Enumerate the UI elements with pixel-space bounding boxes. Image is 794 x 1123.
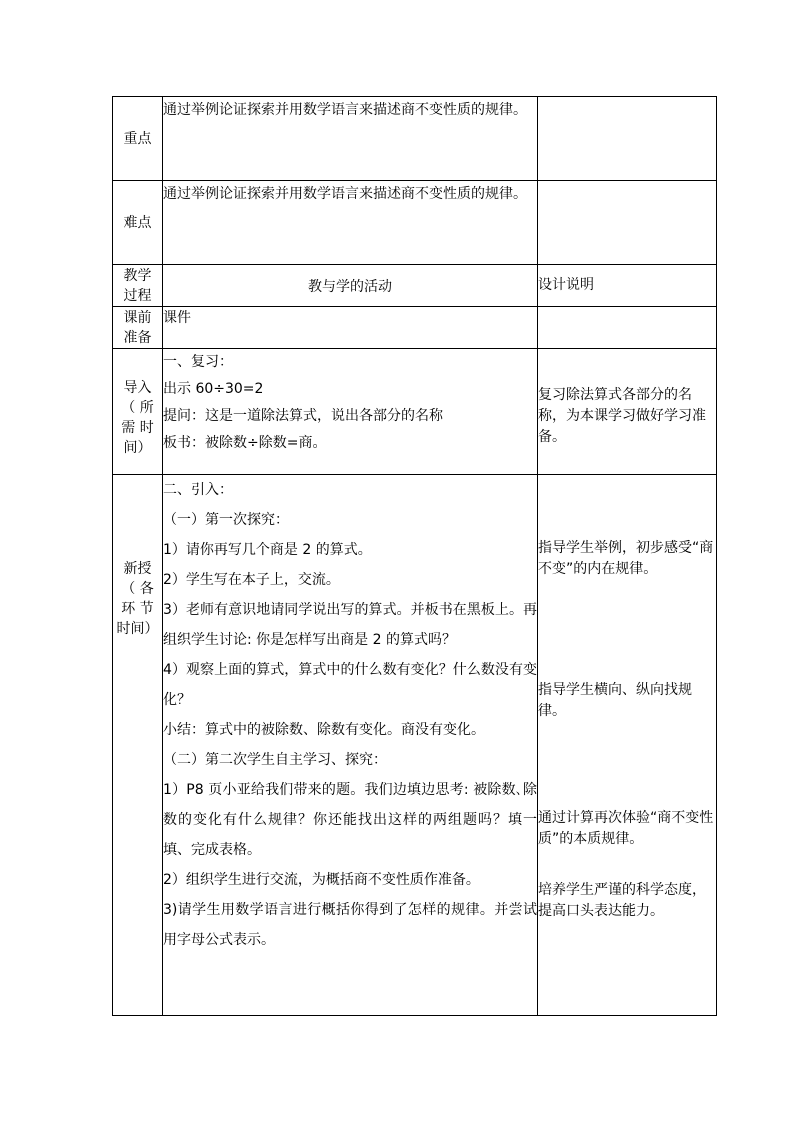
label-guocheng-line2: 过程 (123, 287, 152, 304)
xinshou-line: 2）组织学生进行交流，为概括商不变性质作准备。 (163, 872, 480, 888)
note-daoru (538, 349, 717, 475)
xinshou-line: 1）P8 页小亚给我们带来的题。我们边填边思考: 被除数､除数的变化有什么规律？你还能找出这样的两组题吗？填一填、完成表格。 (163, 782, 537, 858)
daoru-line: 板书：被除数÷除数=商。 (163, 435, 327, 451)
xinshou-line: 3）老师有意识地请同学说出写的算式。并板书在黑板上。再组织学生讨论: 你是怎样写出商是 2 的算式吗？ (163, 602, 537, 648)
header-activity: 教与学的活动 (163, 265, 538, 307)
row-zhunbei (113, 307, 717, 349)
row-nandian (113, 181, 717, 265)
content-daoru (163, 349, 538, 475)
label-daoru-line4: 间） (123, 439, 152, 456)
xinshou-line: 4）观察上面的算式，算式中的什么数有变化？什么数没有变化？ (163, 662, 537, 708)
label-daoru (113, 349, 163, 475)
label-daoru-line2: （ 所 (121, 399, 154, 416)
lesson-plan-table (112, 96, 717, 1016)
content-zhongdian: 通过举例论证探索并用数学语言来描述商不变性质的规律。 (163, 97, 538, 181)
xinshou-line: 二、引入： (163, 482, 233, 498)
xinshou-note-3: 通过计算再次体验“商不变性质”的本质规律。 (538, 810, 714, 847)
label-xinshou-line2: （ 各 (121, 581, 154, 597)
label-nandian: 难点 (113, 181, 163, 265)
content-xinshou (163, 475, 538, 1016)
label-xinshou-line3: 环 节 (121, 601, 154, 617)
daoru-line: 提问：这是一道除法算式，说出各部分的名称 (163, 408, 443, 424)
daoru-line: 一、复习： (163, 354, 233, 370)
label-zhunbei-line2: 准备 (123, 329, 152, 346)
xinshou-line: 小结：算式中的被除数、除数有变化。商没有变化。 (163, 722, 485, 738)
content-zhunbei: 课件 (163, 307, 538, 349)
label-daoru-line3: 需 时 (121, 419, 154, 436)
row-xinshou (113, 475, 717, 1016)
xinshou-line: （一）第一次探究： (163, 512, 289, 528)
row-guocheng (113, 265, 717, 307)
header-design-note: 设计说明 (538, 265, 717, 307)
note-zhunbei (538, 307, 717, 349)
xinshou-note-2: 指导学生横向、纵向找规律。 (538, 682, 692, 719)
daoru-note: 复习除法算式各部分的名称，为本课学习做好学习准备。 (538, 387, 706, 445)
label-xinshou-line4: 时间） (116, 621, 159, 637)
note-zhongdian (538, 97, 717, 181)
label-xinshou-line1: 新授 (123, 561, 152, 577)
xinshou-line: （二）第二次学生自主学习、探究： (163, 752, 387, 768)
row-zhongdian (113, 97, 717, 181)
xinshou-note-1: 指导学生举例，初步感受“商不变”的内在规律。 (538, 540, 714, 577)
label-zhunbei-line1: 课前 (123, 309, 152, 326)
label-xinshou (113, 475, 163, 1016)
note-nandian (538, 181, 717, 265)
content-nandian: 通过举例论证探索并用数学语言来描述商不变性质的规律。 (163, 181, 538, 265)
daoru-line: 出示 60÷30=2 (163, 381, 264, 397)
xinshou-note-4: 培养学生严谨的科学态度，提高口头表达能力。 (538, 882, 706, 919)
row-daoru (113, 349, 717, 475)
label-zhongdian: 重点 (113, 97, 163, 181)
label-zhunbei (113, 307, 163, 349)
label-guocheng (113, 265, 163, 307)
xinshou-line: 2）学生写在本子上，交流。 (163, 572, 340, 588)
label-daoru-line1: 导入 (123, 379, 152, 396)
label-guocheng-line1: 教学 (123, 267, 152, 284)
xinshou-line: 1）请你再写几个商是 2 的算式。 (163, 542, 372, 558)
xinshou-line: 3)请学生用数学语言进行概括你得到了怎样的规律。并尝试用字母公式表示。 (163, 902, 537, 948)
note-xinshou (538, 475, 717, 1016)
